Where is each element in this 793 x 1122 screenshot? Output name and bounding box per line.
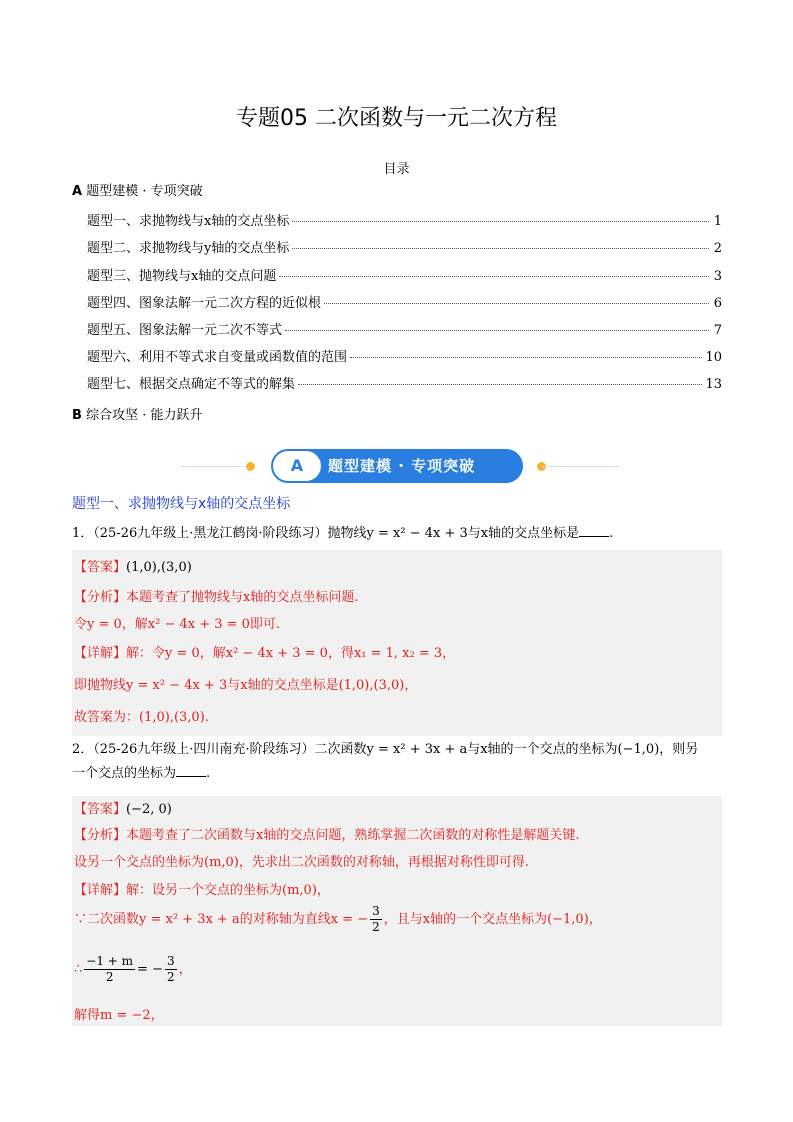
toc-item-label: 题型一、求抛物线与x轴的交点坐标 bbox=[87, 214, 290, 229]
toc-item[interactable] bbox=[87, 373, 722, 391]
toc-section-a-letter: A bbox=[72, 184, 83, 199]
frac-num: 3 bbox=[372, 904, 380, 918]
comma: ， bbox=[178, 962, 192, 977]
q1-solution-box bbox=[72, 550, 722, 736]
frac-num: 3 bbox=[166, 954, 175, 968]
equals-sign: = − bbox=[137, 962, 163, 977]
q2-detail-2b: ，且与x轴的一个交点坐标为(−1,0)， bbox=[383, 912, 602, 927]
q1-analysis-tag: 【分析】 bbox=[74, 590, 127, 605]
banner-letter: A bbox=[273, 451, 321, 481]
frac-num: −1 + m bbox=[86, 954, 134, 968]
section-banner bbox=[180, 449, 620, 483]
page-title: 专题05 二次函数与一元二次方程 bbox=[236, 106, 557, 131]
toc-item-page: 7 bbox=[713, 323, 722, 338]
q2-analysis-tag: 【分析】 bbox=[74, 828, 127, 843]
toc-item-label: 题型三、抛物线与x轴的交点问题 bbox=[87, 269, 277, 284]
fraction bbox=[165, 954, 177, 985]
q1-answer: (1,0),(3,0) bbox=[126, 560, 192, 575]
answer-blank bbox=[176, 764, 206, 777]
toc-item-page: 10 bbox=[705, 350, 722, 365]
toc-item-page: 3 bbox=[713, 269, 722, 284]
q1-detail-2: 即抛物线y = x² − 4x + 3与x轴的交点坐标是(1,0),(3,0)， bbox=[74, 678, 418, 693]
q2-answer: (−2, 0) bbox=[126, 802, 172, 817]
toc-section-b-letter: B bbox=[72, 408, 82, 423]
toc-item[interactable] bbox=[87, 319, 722, 337]
q2-detail-tag: 【详解】 bbox=[74, 883, 127, 898]
q2-solution-box bbox=[72, 796, 722, 1026]
q1-detail-3: 故答案为：(1,0),(3,0). bbox=[74, 710, 209, 725]
banner-line-right bbox=[542, 466, 620, 467]
question-1-stem: 1．（25-26九年级上·黑龙江鹤岗·阶段练习）抛物线y = x² − 4x + 3与x轴的交点坐标是 . bbox=[72, 526, 614, 541]
toc-label: 目录 bbox=[383, 162, 410, 177]
frac-den: 2 bbox=[105, 970, 114, 984]
question-2-stem bbox=[72, 738, 722, 786]
toc-item[interactable] bbox=[87, 210, 722, 228]
q2-detail-1: 解：设另一个交点的坐标为(m,0)， bbox=[126, 883, 330, 898]
toc-item[interactable] bbox=[87, 292, 722, 310]
banner-dot-left bbox=[246, 462, 255, 471]
q2-answer-tag: 【答案】 bbox=[74, 802, 127, 817]
q2-detail-4: 解得m = −2， bbox=[74, 1008, 164, 1023]
toc-section-a-text: 题型建模 · 专项突破 bbox=[86, 184, 203, 199]
toc-item-label: 题型二、求抛物线与y轴的交点坐标 bbox=[87, 241, 290, 256]
frac-den: 2 bbox=[166, 970, 175, 984]
frac-den: 2 bbox=[372, 920, 380, 934]
q2-analysis-2: 设另一个交点的坐标为(m,0)，先求出二次函数的对称轴，再根据对称性即可得. bbox=[74, 855, 530, 870]
toc-leader bbox=[298, 384, 702, 385]
q1-detail-1: 解：令y = 0，解x² − 4x + 3 = 0，得x₁ = 1, x₂ = 3， bbox=[126, 646, 456, 661]
answer-blank bbox=[579, 524, 609, 537]
q1-stem-text: 1．（25-26九年级上·黑龙江鹤岗·阶段练习）抛物线y = x² − 4x + 3与x轴的交点坐标是 bbox=[72, 526, 580, 541]
toc-item[interactable] bbox=[87, 346, 722, 364]
q2-stem-line-1: 2．（25-26九年级上·四川南充·阶段练习）二次函数y = x² + 3x + a与x轴的一个交点的坐标为(−1,0)，则另 bbox=[72, 742, 699, 757]
toc-leader bbox=[285, 330, 709, 331]
q2-detail-2 bbox=[74, 904, 602, 935]
therefore-sign: ∴ bbox=[74, 962, 83, 977]
toc-item-page: 2 bbox=[713, 241, 722, 256]
fraction bbox=[84, 954, 135, 985]
toc-item-page: 1 bbox=[713, 214, 722, 229]
q1-analysis: 本题考查了抛物线与x轴的交点坐标问题. bbox=[126, 590, 359, 605]
toc-section-b[interactable] bbox=[72, 404, 202, 423]
toc-item-page: 6 bbox=[713, 296, 722, 311]
toc-item-label: 题型四、图象法解一元二次方程的近似根 bbox=[87, 296, 322, 311]
toc-section-a[interactable] bbox=[72, 180, 203, 199]
q2-stem-text: 一个交点的坐标为 bbox=[72, 766, 177, 781]
toc-item-page: 13 bbox=[705, 377, 722, 392]
toc-leader bbox=[350, 357, 702, 358]
toc-item-label: 题型六、利用不等式求自变量或函数值的范围 bbox=[87, 350, 348, 365]
toc-leader bbox=[292, 221, 709, 222]
q1-answer-tag: 【答案】 bbox=[74, 560, 127, 575]
section-heading: 题型一、求抛物线与x轴的交点坐标 bbox=[72, 496, 291, 512]
toc-leader bbox=[279, 276, 709, 277]
toc-item-label: 题型五、图象法解一元二次不等式 bbox=[87, 323, 283, 338]
banner-text: 题型建模 · 专项突破 bbox=[328, 457, 476, 475]
q2-stem-line-2: 一个交点的坐标为 . bbox=[72, 766, 211, 781]
q2-analysis: 本题考查了二次函数与x轴的交点问题，熟练掌握二次函数的对称性是解题关键. bbox=[126, 828, 580, 843]
toc-section-b-text: 综合攻坚 · 能力跃升 bbox=[86, 408, 203, 423]
toc-item-label: 题型七、根据交点确定不等式的解集 bbox=[87, 377, 296, 392]
q1-analysis-2: 令y = 0，解x² − 4x + 3 = 0即可. bbox=[74, 617, 281, 632]
q2-detail-3 bbox=[74, 954, 192, 985]
fraction bbox=[370, 904, 382, 935]
q2-detail-2a: ∵二次函数y = x² + 3x + a的对称轴为直线x = − bbox=[74, 912, 369, 927]
banner-line-left bbox=[180, 466, 250, 467]
toc-leader bbox=[324, 303, 709, 304]
q1-detail-tag: 【详解】 bbox=[74, 646, 127, 661]
toc-item[interactable] bbox=[87, 237, 722, 255]
toc-leader bbox=[292, 248, 709, 249]
toc-item[interactable] bbox=[87, 265, 722, 283]
